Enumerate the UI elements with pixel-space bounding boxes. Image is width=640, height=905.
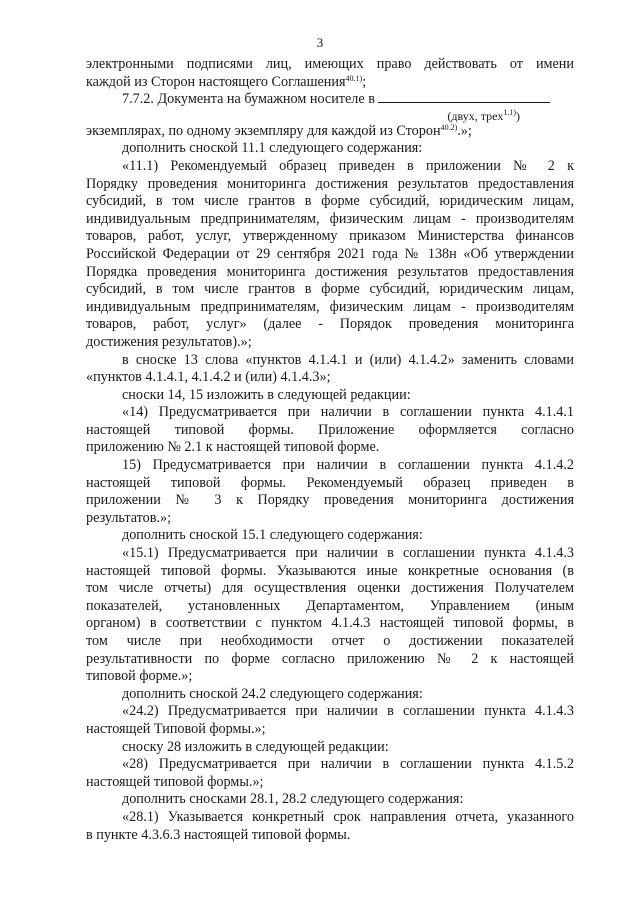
text-line: показателей, установленных Департаментом, Управлением (иным (86, 597, 574, 614)
page-number: 3 (316, 35, 324, 50)
text-line: настоящей типовой формы.»; (86, 773, 264, 790)
text-line: «14) Предусматривается при наличии в соглашении пункта 4.1.4.1 (122, 404, 574, 421)
text-line: субсидий, в том числе грантов в форме субсидий, юридическим лицам, (86, 281, 574, 298)
text-line: результатов.»; (86, 509, 172, 526)
text-line: настоящей типовой формы. Рекомендуемый образец приведен в (86, 474, 574, 491)
text-line: приложению № 2.1 к настоящей типовой форме. (86, 439, 380, 456)
text-line: дополнить сноской 15.1 следующего содержания: (122, 527, 423, 544)
text-line: субсидий, в том числе грантов в форме субсидий, юридическим лицам, (86, 193, 574, 210)
text-line: в пункте 4.3.6.3 настоящей типовой формы. (86, 826, 351, 843)
text-line: «пунктов 4.1.4.1, 4.1.4.2 и (или) 4.1.4.3»; (86, 369, 331, 386)
text-line: достижения результатов).»; (86, 333, 252, 350)
text-line: Порядка проведения мониторинга достижения результатов предоставления (86, 263, 574, 280)
text-line: результативности по форме согласно приложению № 2 к настоящей (86, 650, 574, 667)
text-line: сноски 14, 15 изложить в следующей редакции: (122, 386, 411, 403)
footnote-ref: 40.2) (440, 122, 458, 132)
text-line: товаров, работ, услуг, утвержденному приказом Министерства финансов (86, 228, 574, 245)
text-line: настоящей типовой формы. Указываются иные конкретные основания (в (86, 562, 574, 579)
text-line: «28.1) Указывается конкретный срок направления отчета, указанного (122, 808, 574, 825)
document-body (86, 56, 574, 844)
text-line: органом) в соответствии с пунктом 4.1.4.3 настоящей типовой формы, в (86, 615, 574, 632)
text-line: Порядку проведения мониторинга достижения результатов предоставления (86, 175, 574, 192)
text-line: настоящей типовой формы. Приложение оформляется согласно (86, 421, 574, 438)
text-line: приложении № 3 к Порядку проведения мониторинга достижения (86, 492, 574, 509)
text-line: сноску 28 изложить в следующей редакции: (122, 738, 389, 755)
footnote-ref: 40.1) (345, 73, 363, 83)
text-line: экземплярах, по одному экземпляру для каждой из Сторон$^{40.2)}$.»; (86, 122, 472, 139)
text-line: индивидуальным предпринимателям, физическим лицам - производителям (86, 298, 574, 315)
text-line: «28) Предусматривается при наличии в соглашении пункта 4.1.5.2 (122, 756, 574, 773)
text-line: электронными подписями лиц, имеющих право действовать от имени (86, 56, 574, 72)
text-line: в сноске 13 слова «пунктов 4.1.4.1 и (или) 4.1.4.2» заменить словами (122, 351, 574, 368)
text-line: индивидуальным предпринимателям, физическим лицам - производителям (86, 210, 574, 227)
blank-fill-line (378, 91, 550, 103)
text-line: товаров, работ, услуг» (далее - Порядок проведения мониторинга (86, 316, 574, 333)
text-line: Российской Федерации от 29 сентября 2021 года № 138н «Об утверждении (86, 245, 574, 262)
text-line: типовой форме.»; (86, 668, 193, 685)
text-line: 7.7.2. Документа на бумажном носителе в (86, 91, 574, 109)
blank-caption: (двух, трех$^{1.1)}$) (447, 107, 520, 123)
text-line: настоящей Типовой формы.»; (86, 720, 266, 737)
text-line: «24.2) Предусматривается при наличии в соглашении пункта 4.1.4.3 (122, 703, 574, 720)
footnote-ref: 1.1) (503, 107, 516, 117)
text-line: каждой из Сторон настоящего Соглашения$^{40.1)}$; (86, 73, 367, 90)
text-line: дополнить сносками 28.1, 28.2 следующего содержания: (122, 791, 464, 808)
text-line: «11.1) Рекомендуемый образец приведен в приложении № 2 к (122, 157, 574, 174)
text-line: «15.1) Предусматривается при наличии в соглашении пункта 4.1.4.3 (122, 545, 574, 562)
text-line: 15) Предусматривается при наличии в соглашении пункта 4.1.4.2 (122, 457, 574, 474)
text-line: том числе при необходимости отчет о достижении показателей (86, 633, 574, 649)
text-line: дополнить сноской 11.1 следующего содержания: (122, 140, 423, 157)
text-line: дополнить сноской 24.2 следующего содержания: (122, 685, 423, 702)
text-line: том числе отчеты) для осуществления оценки достижения Получателем (86, 580, 574, 597)
